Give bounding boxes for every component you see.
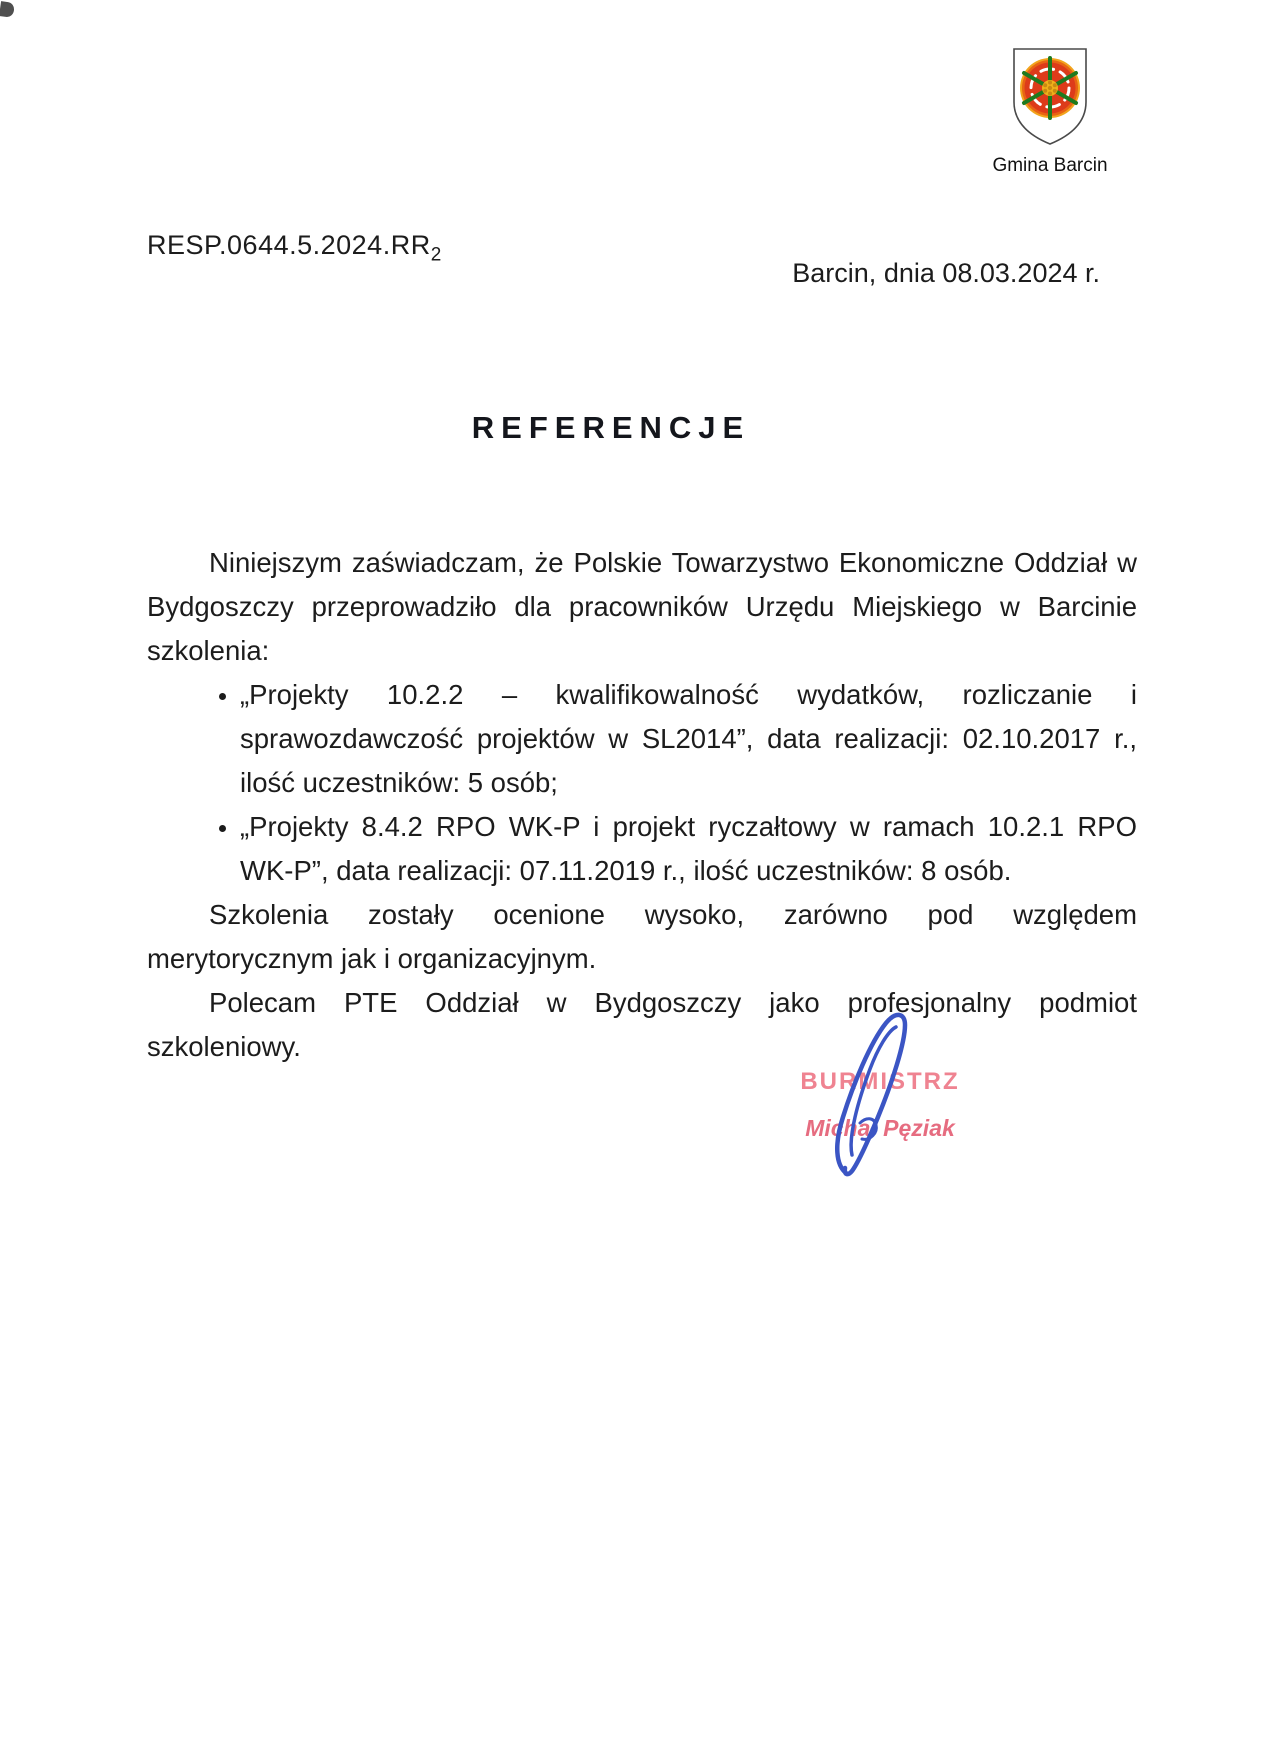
reference-number-main: RESP.0644.5.2024.RR xyxy=(147,230,431,260)
reference-number xyxy=(147,230,442,266)
training-list-item: • „Projekty 10.2.2 – kwalifikowalność wydatków, rozliczanie i sprawozdawczość projektów w SL2014”, data realizacji: 02.10.2017 r., ilość uczestników: 5 osób; xyxy=(240,673,1137,805)
letter-body xyxy=(147,541,1137,1069)
paragraph-intro: Niniejszym zaświadczam, że Polskie Towarzystwo Ekonomiczne Oddział w Bydgoszczy przeprowadziło dla pracowników Urzędu Miejskiego w Barcinie szkolenia: xyxy=(147,547,1137,666)
paragraph-recommendation: Polecam PTE Oddział w Bydgoszczy jako profesjonalny podmiot szkoleniowy. xyxy=(147,987,1137,1062)
barcin-coat-of-arms-icon xyxy=(1010,46,1090,148)
training-list-item: • „Projekty 8.4.2 RPO WK-P i projekt ryczałtowy w ramach 10.2.1 RPO WK-P”, data realizacji: 07.11.2019 r., ilość uczestników: 8 osób. xyxy=(240,805,1137,893)
scan-corner-artifact xyxy=(0,1,15,18)
stamp-title: BURMISTRZ xyxy=(800,1068,960,1095)
municipality-label: Gmina Barcin xyxy=(992,155,1108,176)
training-list xyxy=(147,673,1137,893)
signature-block xyxy=(700,1000,1060,1220)
document-title: REFERENCJE xyxy=(471,410,751,445)
paragraph-evaluation: Szkolenia zostały ocenione wysoko, zarówno pod względem merytorycznym jak i organizacyjnym. xyxy=(147,899,1137,974)
handwritten-signature-icon xyxy=(808,1005,928,1185)
stamp-name: Michał Pęziak xyxy=(805,1115,955,1141)
reference-number-subscript: 2 xyxy=(430,244,442,266)
date-line: Barcin, dnia 08.03.2024 r. xyxy=(792,258,1100,288)
